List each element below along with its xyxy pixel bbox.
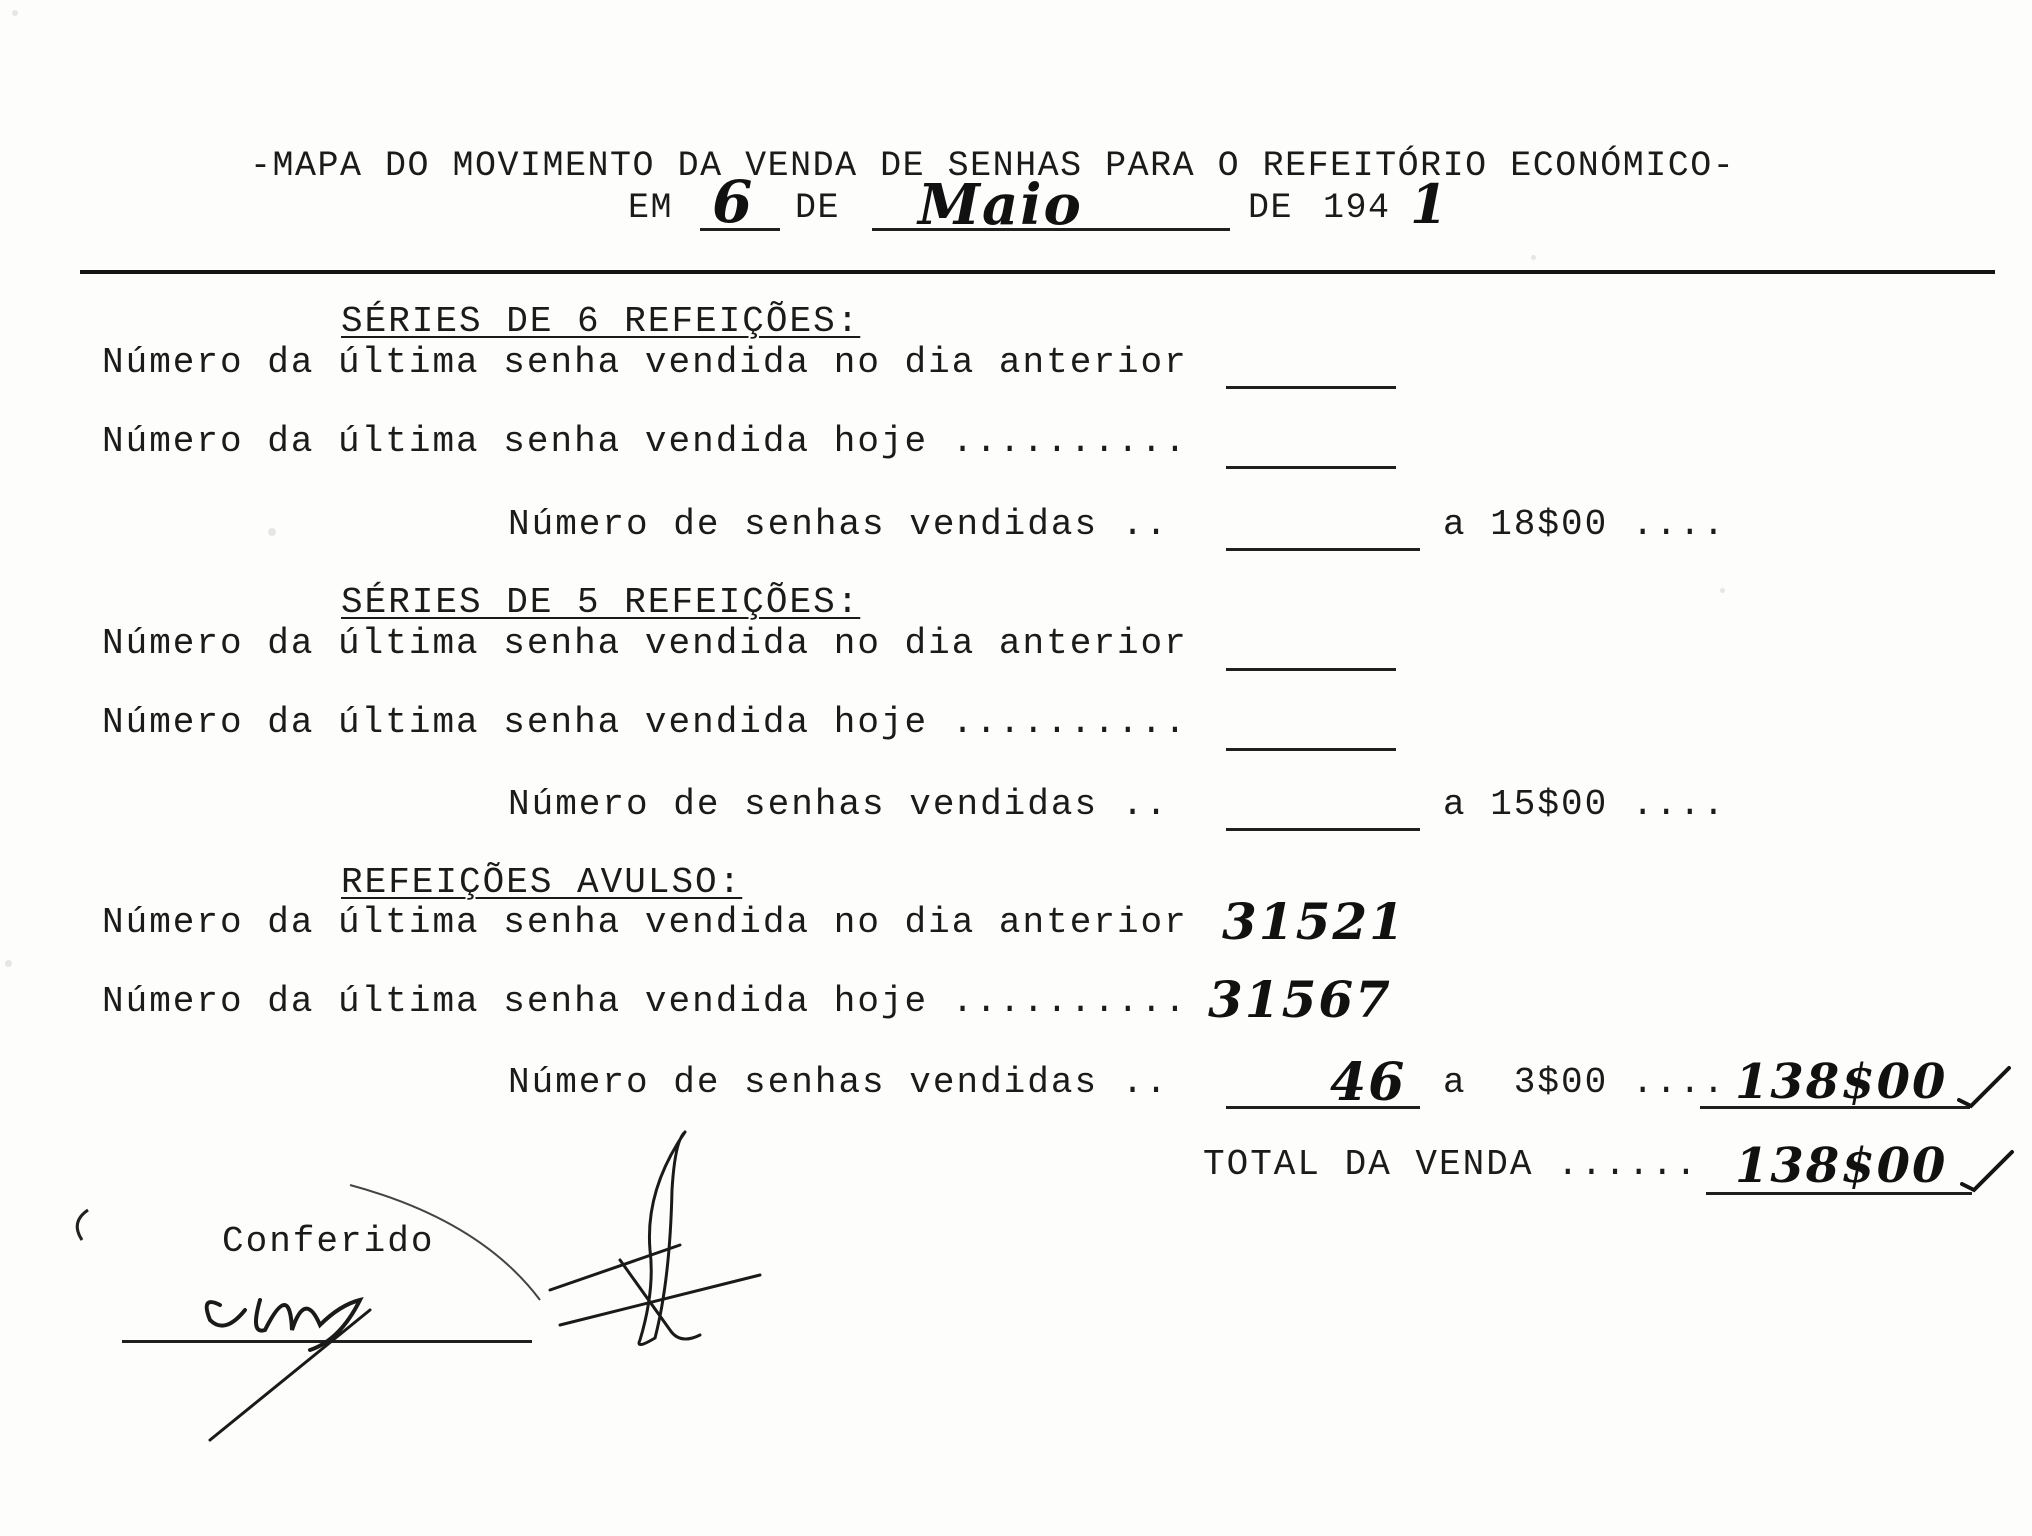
blank-last-ticket-today [1226,466,1396,469]
date-year-handwritten: 1 [1410,172,1450,236]
blank-tickets-sold [1226,828,1420,831]
paper-speck [1531,255,1536,260]
check-mark-icon [1958,1146,2018,1194]
total-sales-label: TOTAL DA VENDA ...... [1203,1144,1699,1185]
date-day-handwritten: 6 [712,168,755,236]
label-last-ticket-previous-day: Número da última senha vendida no dia anterior [102,342,1188,383]
label-tickets-sold: Número de senhas vendidas .. [508,504,1169,545]
label-last-ticket-previous-day: Número da última senha vendida no dia anterior [102,902,1188,943]
blank-last-ticket-previous-day [1226,386,1396,389]
unit-price: a 18$00 .... [1443,504,1727,545]
date-month-handwritten: Maio [918,172,1083,238]
value-last-ticket-today: 31567 [1208,970,1392,1029]
blank-tickets-sold [1226,548,1420,551]
blank-last-ticket-previous-day [1226,668,1396,671]
paper-speck [5,960,12,967]
section-heading-single-meals: REFEIÇÕES AVULSO: [341,862,743,903]
signature-scribble [60,1130,780,1460]
document-title: -MAPA DO MOVIMENTO DA VENDA DE SENHAS PARA O REFEITÓRIO ECONÓMICO- [250,146,1736,186]
paper-speck [1720,588,1725,593]
header-rule [80,270,1995,274]
unit-price: a 15$00 .... [1443,784,1727,825]
date-de-label-2: DE [1248,188,1294,228]
date-prefix: EM [628,188,674,228]
label-last-ticket-previous-day: Número da última senha vendida no dia anterior [102,623,1188,664]
paper-speck [268,528,276,536]
label-last-ticket-today: Número da última senha vendida hoje .......... [102,981,1188,1022]
label-tickets-sold: Número de senhas vendidas .. [508,1062,1169,1103]
label-tickets-sold: Número de senhas vendidas .. [508,784,1169,825]
label-last-ticket-today: Número da última senha vendida hoje .......... [102,702,1188,743]
date-de-label: DE [795,188,841,228]
unit-price: a 3$00 .... [1443,1062,1727,1103]
section-heading-5-meals: SÉRIES DE 5 REFEIÇÕES: [341,582,861,623]
paper-speck [12,10,18,16]
value-tickets-sold: 46 [1330,1052,1407,1113]
blank-last-ticket-today [1226,748,1396,751]
check-mark-icon [1955,1062,2015,1110]
value-last-ticket-previous-day: 31521 [1222,892,1406,951]
value-total-sales: 138$00 [1735,1138,1948,1194]
label-last-ticket-today: Número da última senha vendida hoje .......... [102,421,1188,462]
value-line-amount: 138$00 [1735,1054,1948,1110]
date-year-printed: 194 [1323,188,1391,228]
section-heading-6-meals: SÉRIES DE 6 REFEIÇÕES: [341,301,861,342]
checked-by-label: Conferido [222,1221,435,1262]
